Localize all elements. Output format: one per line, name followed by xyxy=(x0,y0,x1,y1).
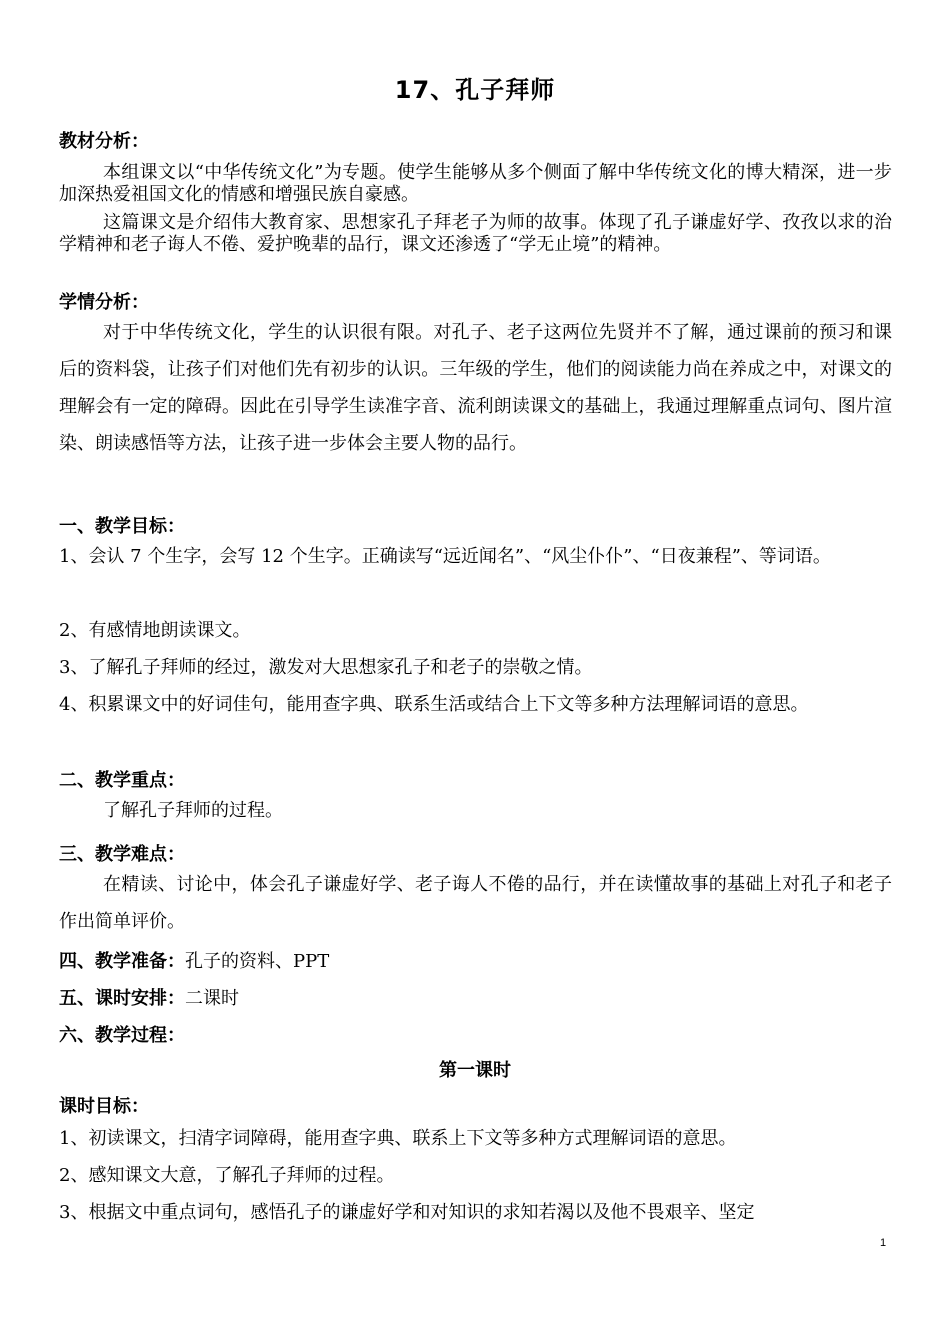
preparation-text: 孔子的资料、PPT xyxy=(185,951,330,972)
textbook-analysis-paragraph-1: 本组课文以“中华传统文化”为专题。使学生能够从多个侧面了解中华传统文化的博大精深，进一步加深热爱祖国文化的情感和增强民族自豪感。 xyxy=(59,162,892,205)
student-analysis-paragraph: 对于中华传统文化，学生的认识很有限。对孔子、老子这两位先贤并不了解，通过课前的预习和课后的资料袋，让孩子们对他们先有初步的认识。三年级的学生，他们的阅读能力尚在养成之中，对课文的理解会有一定的障碍。因此在引导学生读准字音、流利朗读课文的基础上，我通过理解重点词句、图片渲染、朗读感悟等方法，让孩子进一步体会主要人物的品行。 xyxy=(59,322,892,454)
lesson-1-goal-item: 1、初读课文，扫清字词障碍，能用查字典、联系上下文等多种方式理解词语的意思。 xyxy=(59,1128,737,1149)
difficult-points-text: 在精读、讨论中，体会孔子谦虚好学、老子诲人不倦的品行，并在读懂故事的基础上对孔子和老子作出简单评价。 xyxy=(59,874,892,932)
schedule-text: 二课时 xyxy=(185,988,239,1009)
page-number: 1 xyxy=(880,1237,887,1249)
document-title: 17、孔子拜师 xyxy=(394,76,556,104)
textbook-analysis-paragraph-2: 这篇课文是介绍伟大教育家、思想家孔子拜老子为师的故事。体现了孔子谦虚好学、孜孜以求的治学精神和老子诲人不倦、爱护晚辈的品行，课文还渗透了“学无止境”的精神。 xyxy=(59,212,892,255)
teaching-goal-item: 4、积累课文中的好词佳句，能用查字典、联系生活或结合上下文等多种方法理解词语的意思。 xyxy=(59,694,809,715)
key-points-text: 了解孔子拜师的过程。 xyxy=(103,800,283,821)
section-heading-teaching-process: 六、教学过程： xyxy=(59,1025,185,1046)
teaching-goal-item: 2、有感情地朗读课文。 xyxy=(59,620,251,641)
section-heading-difficult-points: 三、教学难点： xyxy=(59,844,185,865)
lesson-1-title: 第一课时 xyxy=(439,1060,511,1081)
section-heading-student-analysis: 学情分析： xyxy=(59,292,149,313)
section-heading-teaching-goals: 一、教学目标： xyxy=(59,516,185,537)
lesson-1-goals-heading: 课时目标： xyxy=(59,1096,149,1117)
lesson-1-goal-item: 3、根据文中重点词句，感悟孔子的谦虚好学和对知识的求知若渴以及他不畏艰辛、坚定 xyxy=(59,1202,755,1223)
section-heading-preparation xyxy=(59,947,329,973)
schedule-label: 五、课时安排： xyxy=(59,988,185,1009)
section-heading-schedule xyxy=(59,984,239,1010)
lesson-1-goal-item: 2、感知课文大意，了解孔子拜师的过程。 xyxy=(59,1165,395,1186)
preparation-label: 四、教学准备： xyxy=(59,951,185,972)
section-heading-key-points: 二、教学重点： xyxy=(59,770,185,791)
teaching-goal-item: 3、了解孔子拜师的经过，激发对大思想家孔子和老子的崇敬之情。 xyxy=(59,657,593,678)
section-heading-textbook-analysis: 教材分析： xyxy=(59,131,149,152)
teaching-goal-item: 1、会认 7 个生字，会写 12 个生字。正确读写“远近闻名”、“风尘仆仆”、“日夜兼程”、等词语。 xyxy=(59,546,831,567)
